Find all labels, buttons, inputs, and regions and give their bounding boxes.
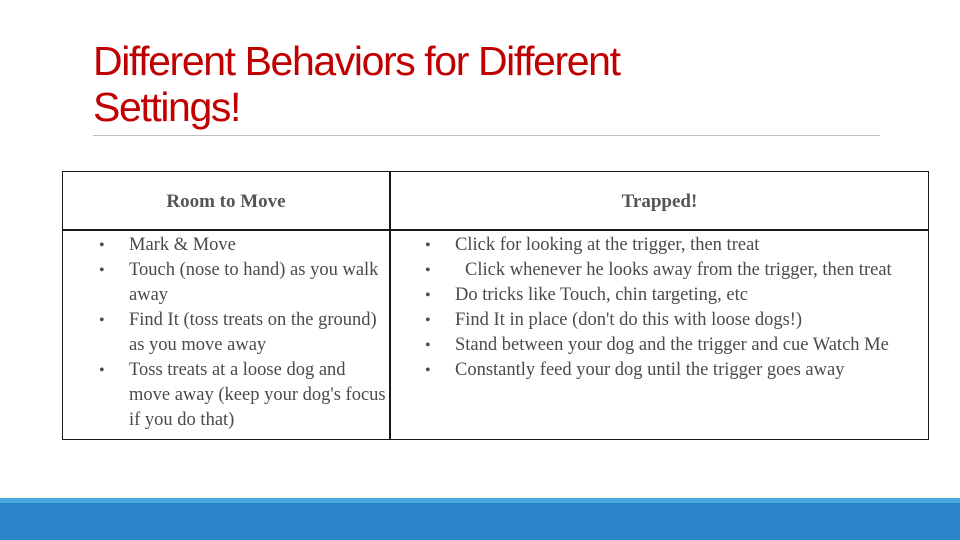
bullet-icon: •: [99, 312, 105, 329]
column-header-room-to-move: Room to Move: [166, 191, 286, 212]
bullet-icon: •: [99, 262, 105, 279]
bullet-icon: •: [425, 287, 431, 304]
footer-stripe: [0, 498, 960, 503]
list-item: • Do tricks like Touch, chin targeting, etc: [455, 283, 925, 308]
column-header-trapped: Trapped!: [621, 191, 698, 212]
list-item: • Constantly feed your dog until the trigger goes away: [455, 358, 925, 383]
list-item: • Find It in place (don't do this with loose dogs!): [455, 308, 925, 333]
bullet-icon: •: [99, 237, 105, 254]
trapped-list: [425, 233, 925, 383]
title-line-2: Settings!: [93, 84, 240, 130]
behaviors-table: [62, 171, 929, 440]
bullet-icon: •: [425, 337, 431, 354]
list-item: • Click for looking at the trigger, then treat: [455, 233, 925, 258]
bullet-icon: •: [425, 362, 431, 379]
slide-title: [93, 38, 793, 130]
bullet-icon: •: [425, 262, 431, 279]
list-item: • Click whenever he looks away from the trigger, then treat: [455, 258, 925, 283]
header-divider: [63, 229, 928, 231]
title-line-1: Different Behaviors for Different: [93, 38, 620, 84]
list-item: • Mark & Move: [129, 233, 387, 258]
list-item: • Toss treats at a loose dog and move away (keep your dog's focus if you do that): [99, 360, 386, 430]
room-to-move-list: [99, 233, 387, 433]
footer-bar: [0, 498, 960, 540]
bullet-icon: •: [99, 362, 105, 379]
list-item: • Touch (nose to hand) as you walk away: [99, 260, 379, 305]
bullet-icon: •: [425, 237, 431, 254]
bullet-icon: •: [425, 312, 431, 329]
title-underline: [93, 135, 880, 136]
list-item: • Stand between your dog and the trigger and cue Watch Me: [455, 333, 925, 358]
list-item: • Find It (toss treats on the ground) as you move away: [99, 310, 377, 355]
